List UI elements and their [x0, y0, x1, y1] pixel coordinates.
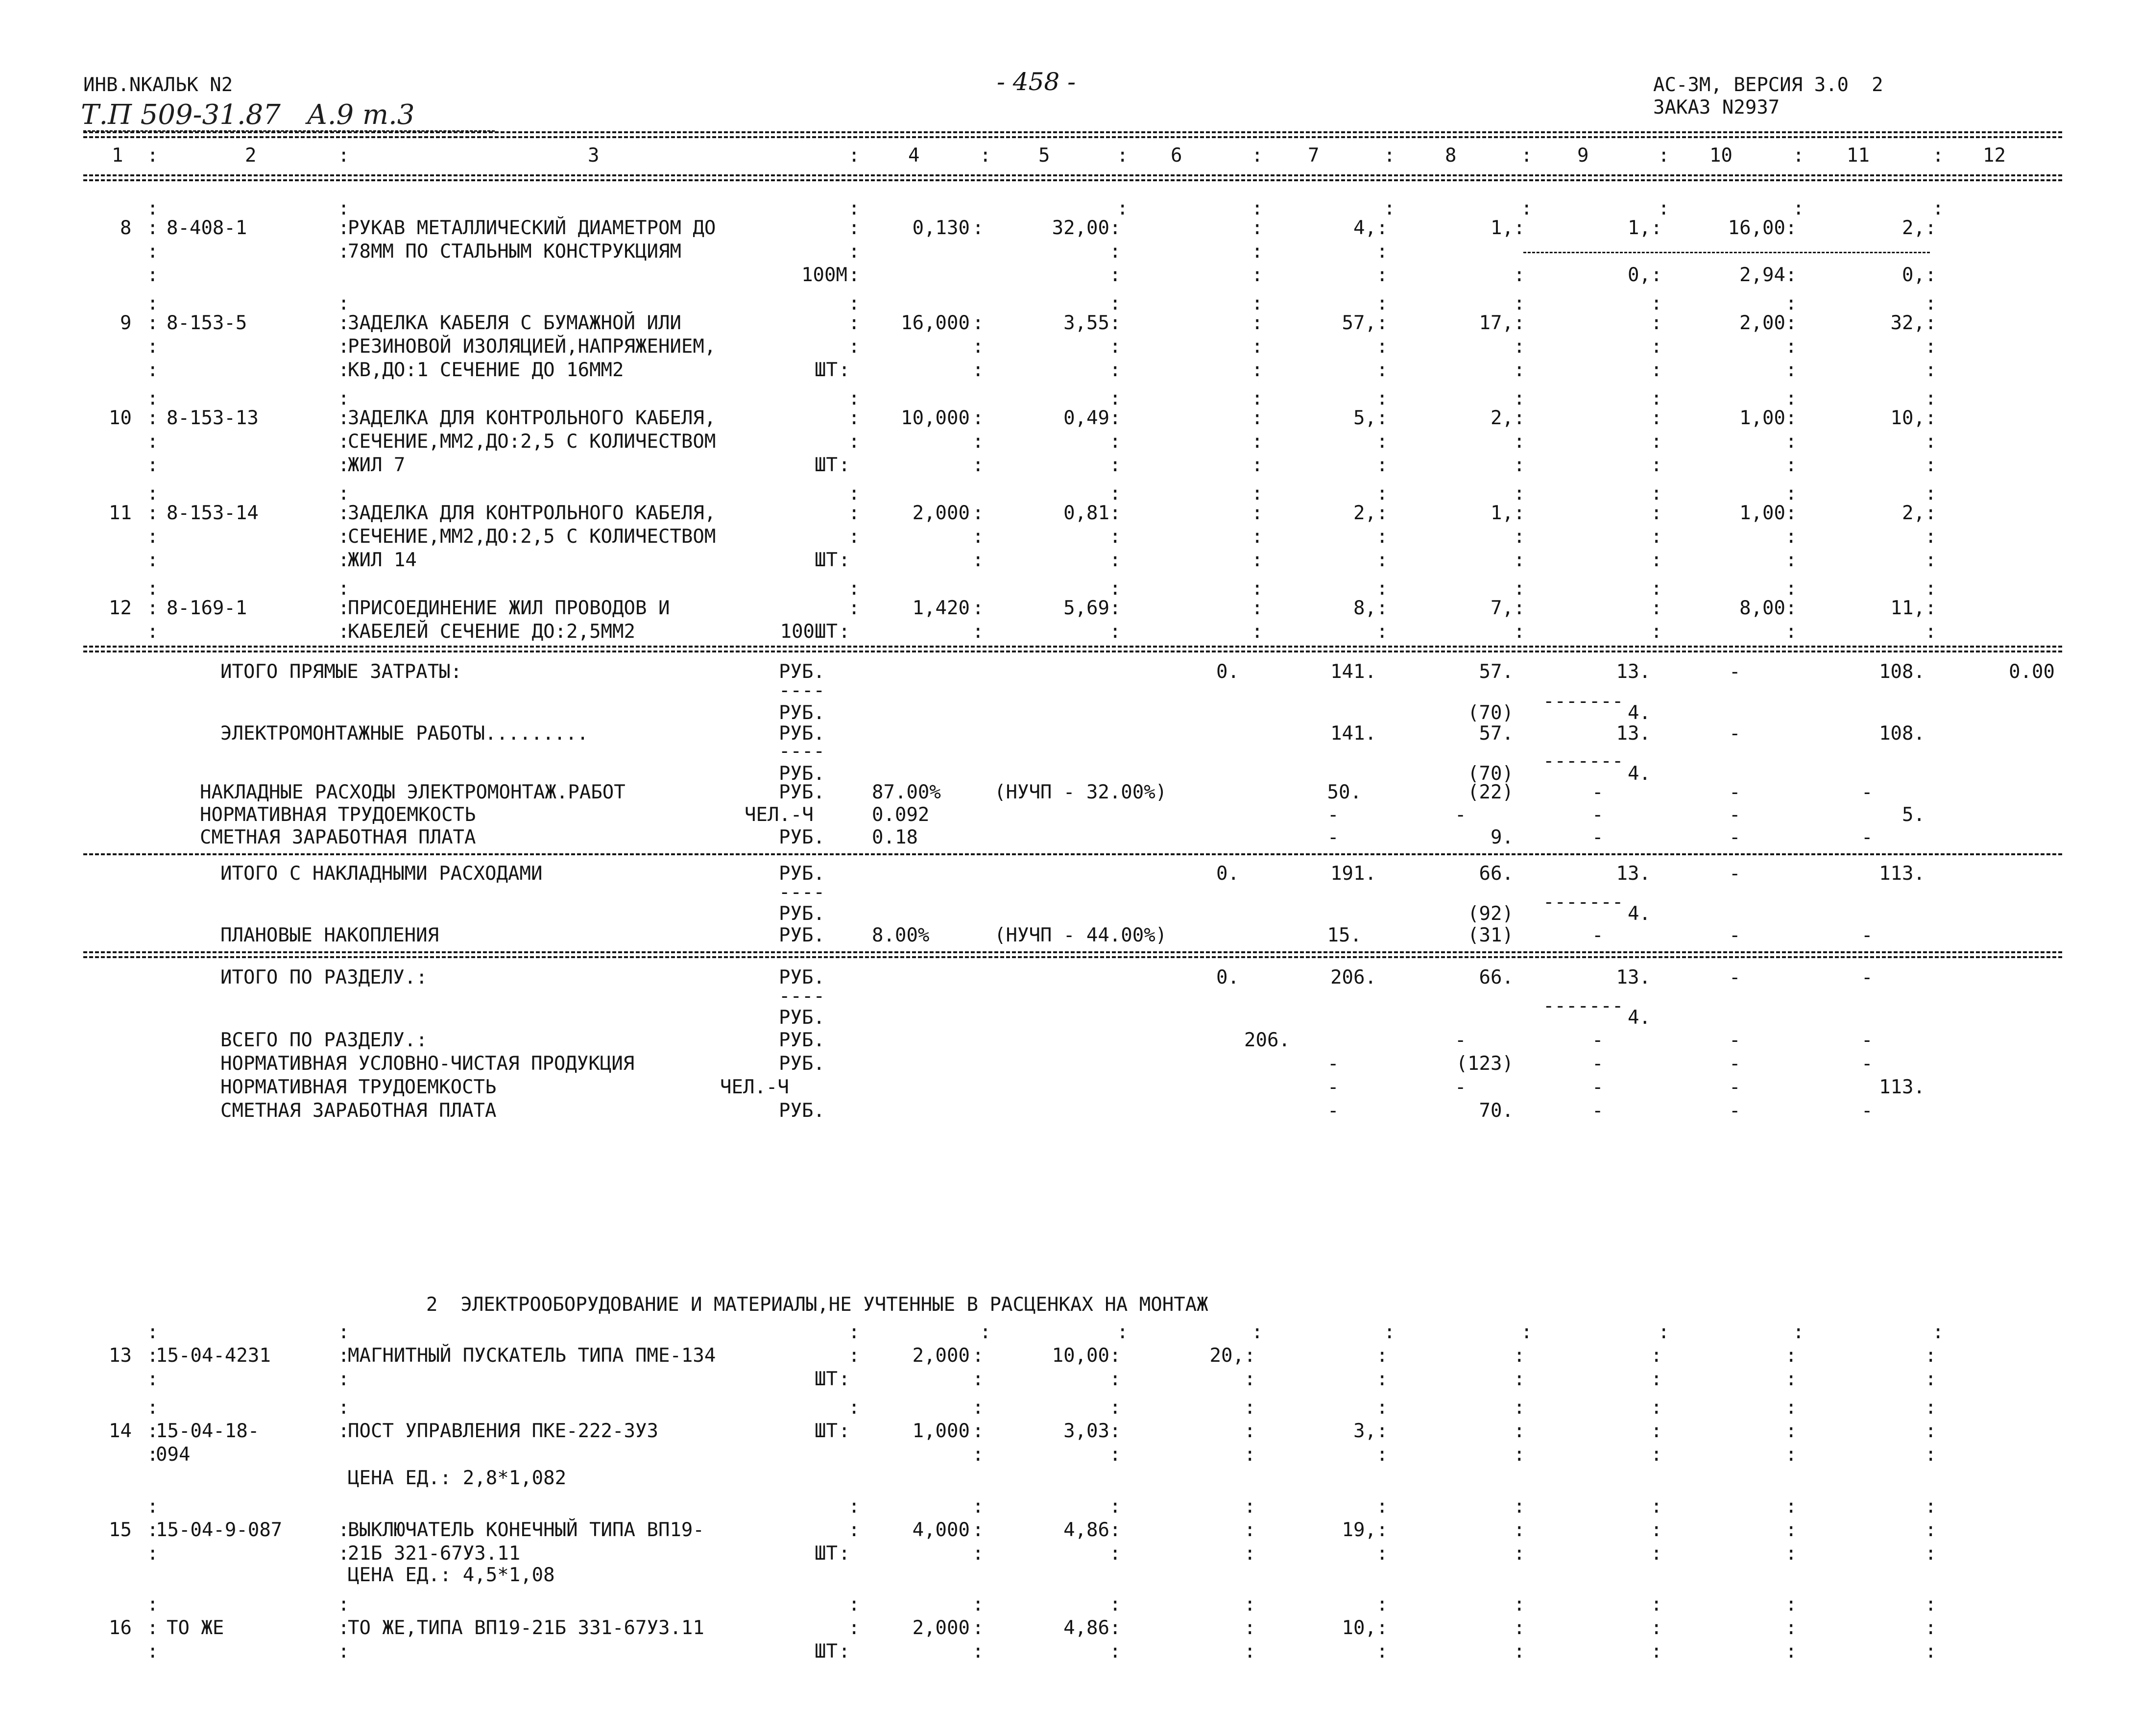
cell-quantity: 16,000 — [901, 312, 970, 334]
summary-c10: - — [1729, 781, 1741, 803]
summary-label: ПЛАНОВЫЕ НАКОПЛЕНИЯ — [220, 924, 439, 946]
rate-code: 15-04-18- — [156, 1420, 260, 1442]
cell-c7: 8, — [1353, 597, 1376, 619]
summary-c11: - — [1861, 1100, 1873, 1122]
summary-c6: 0. — [1216, 863, 1239, 885]
summary-c11: - — [1861, 966, 1873, 989]
cell-c7: 10, — [1342, 1617, 1376, 1639]
summary-c8: 66. — [1479, 966, 1514, 989]
unit-label: 100М — [801, 264, 847, 286]
unit-label: ШТ — [815, 1640, 838, 1663]
col-8: 8 — [1445, 145, 1457, 167]
rate-code: 15-04-4231 — [156, 1345, 271, 1367]
unit-label: ШТ — [815, 1420, 838, 1442]
summary-c8: (70) — [1467, 763, 1514, 785]
cell-quantity: 2,000 — [912, 502, 970, 524]
cell-unit-price: 3,55 — [1063, 312, 1109, 334]
description-line: СЕЧЕНИЕ,ММ2,ДО:2,5 С КОЛИЧЕСТВОМ — [348, 431, 716, 453]
description-line: 21Б 321-67У3.11 — [348, 1543, 521, 1565]
summary-unit: РУБ. — [779, 826, 825, 848]
summary-label: ИТОГО С НАКЛАДНЫМИ РАСХОДАМИ — [220, 863, 543, 885]
description-line: ЗАДЕЛКА ДЛЯ КОНТРОЛЬНОГО КАБЕЛЯ, — [348, 407, 716, 429]
summary-c7: 50. — [1327, 781, 1362, 803]
cell-c8: 7, — [1491, 597, 1514, 619]
cell-c11: 2, — [1902, 502, 1925, 524]
col-4: 4 — [908, 145, 920, 167]
program-version: АС-3М, ВЕРСИЯ 3.0 2 — [1653, 74, 1883, 96]
description-line: ЗАДЕЛКА КАБЕЛЯ С БУМАЖНОЙ ИЛИ — [348, 312, 681, 334]
summary-unit: РУБ. — [779, 1007, 825, 1029]
description-line: КАБЕЛЕЙ СЕЧЕНИЕ ДО:2,5ММ2 — [348, 621, 635, 643]
summary-c10: - — [1729, 1076, 1741, 1098]
cell-c10: 8,00 — [1739, 597, 1785, 619]
summary-c7: 141. — [1330, 661, 1376, 683]
row-number: 12 — [109, 597, 132, 619]
summary-c11: - — [1861, 1053, 1873, 1075]
summary-c11: - — [1861, 826, 1873, 848]
cell-c7: 19, — [1342, 1519, 1376, 1541]
summary-c8: - — [1455, 804, 1467, 826]
cell-unit-price: 10,00 — [1052, 1345, 1109, 1367]
col-11: 11 — [1847, 145, 1870, 167]
summary-c8: 9. — [1491, 826, 1514, 848]
cell-c9: 1, — [1628, 217, 1651, 239]
row-number: 11 — [109, 502, 132, 524]
summary-c9: - — [1592, 1029, 1604, 1051]
col-5: 5 — [1038, 145, 1050, 167]
summary-unit: РУБ. — [779, 723, 825, 745]
unit-label: ШТ — [815, 549, 838, 571]
summary-unit: РУБ. — [779, 924, 825, 946]
summary-c8: (31) — [1467, 924, 1514, 946]
cell-c10: 1,00 — [1739, 502, 1785, 524]
summary-c11: - — [1861, 781, 1873, 803]
description-line: МАГНИТНЫЙ ПУСКАТЕЛЬ ТИПА ПМЕ-134 — [348, 1345, 716, 1367]
cell-unit-price: 0,81 — [1063, 502, 1109, 524]
summary-c9: 4. — [1628, 903, 1651, 925]
summary-c11: 113. — [1879, 863, 1925, 885]
col-3: 3 — [588, 145, 600, 167]
cell-c11-secondary: 0, — [1902, 264, 1925, 286]
summary-c9: 13. — [1616, 723, 1651, 745]
summary-label: НАКЛАДНЫЕ РАСХОДЫ ЭЛЕКТРОМОНТАЖ.РАБОТ — [200, 781, 625, 803]
summary-unit: РУБ. — [779, 1053, 825, 1075]
cell-c8: 17, — [1479, 312, 1514, 334]
summary-c9: 13. — [1616, 966, 1651, 989]
cell-quantity: 2,000 — [912, 1617, 970, 1639]
summary-c6: 0. — [1216, 661, 1239, 683]
summary-c8: 70. — [1479, 1100, 1514, 1122]
description-line: ПОСТ УПРАВЛЕНИЯ ПКЕ-222-3У3 — [348, 1420, 658, 1442]
summary-c9: 13. — [1616, 661, 1651, 683]
cell-c10-secondary: 2,94 — [1739, 264, 1785, 286]
summary-c8: (123) — [1456, 1053, 1514, 1075]
cell-c10: 16,00 — [1728, 217, 1785, 239]
summary-nuchp: (НУЧП - 44.00%) — [994, 924, 1167, 946]
summary-value: 0.18 — [872, 826, 918, 848]
cell-c7: 4, — [1353, 217, 1376, 239]
summary-c7: 191. — [1330, 863, 1376, 885]
description-line: ПРИСОЕДИНЕНИЕ ЖИЛ ПРОВОДОВ И — [348, 597, 670, 619]
summary-label: ИТОГО ПРЯМЫЕ ЗАТРАТЫ: — [220, 661, 462, 683]
summary-c8: (70) — [1467, 702, 1514, 724]
summary-unit: РУБ. — [779, 763, 825, 785]
rate-code-continuation: 094 — [156, 1444, 191, 1466]
description-line: ВЫКЛЮЧАТЕЛЬ КОНЕЧНЫЙ ТИПА ВП19- — [348, 1519, 704, 1541]
summary-unit: РУБ. — [779, 1029, 825, 1051]
summary-label: НОРМАТИВНАЯ УСЛОВНО-ЧИСТАЯ ПРОДУКЦИЯ — [220, 1053, 635, 1075]
cell-quantity: 1,000 — [912, 1420, 970, 1442]
rate-code: 8-153-13 — [167, 407, 259, 429]
summary-c8: - — [1455, 1076, 1467, 1098]
rate-code: ТО ЖЕ — [167, 1617, 224, 1639]
summary-c10: - — [1729, 1100, 1741, 1122]
summary-label: ВСЕГО ПО РАЗДЕЛУ.: — [220, 1029, 428, 1051]
cell-c7: 3, — [1353, 1420, 1376, 1442]
summary-c9: 4. — [1628, 763, 1651, 785]
summary-c9: - — [1592, 1076, 1604, 1098]
cell-c6: 20, — [1209, 1345, 1244, 1367]
summary-c7: - — [1327, 826, 1339, 848]
summary-c10: - — [1729, 723, 1741, 745]
summary-c12: 0.00 — [2009, 661, 2055, 683]
summary-unit: РУБ. — [779, 702, 825, 724]
cell-c7: 5, — [1353, 407, 1376, 429]
summary-c11: 108. — [1879, 723, 1925, 745]
col-9: 9 — [1577, 145, 1589, 167]
summary-c7: 206. — [1330, 966, 1376, 989]
summary-c7: 15. — [1327, 924, 1362, 946]
cell-unit-price: 3,03 — [1063, 1420, 1109, 1442]
summary-c10: - — [1729, 804, 1741, 826]
order-number: ЗАКАЗ N2937 — [1653, 96, 1780, 119]
cell-c8: 2, — [1491, 407, 1514, 429]
cell-c11: 32, — [1890, 312, 1925, 334]
summary-c9: 4. — [1628, 702, 1651, 724]
summary-unit: ЧЕЛ.-Ч — [745, 804, 814, 826]
description-line: ЖИЛ 7 — [348, 454, 406, 476]
summary-c10: - — [1729, 863, 1741, 885]
summary-label: ЭЛЕКТРОМОНТАЖНЫЕ РАБОТЫ......... — [220, 723, 589, 745]
cell-unit-price: 5,69 — [1063, 597, 1109, 619]
summary-c10: - — [1729, 924, 1741, 946]
section-title: 2 ЭЛЕКТРООБОРУДОВАНИЕ И МАТЕРИАЛЫ,НЕ УЧТЕННЫЕ В РАСЦЕНКАХ НА МОНТАЖ — [426, 1294, 1208, 1316]
unit-label: ШТ — [815, 359, 838, 381]
cell-c11: 11, — [1890, 597, 1925, 619]
summary-label: НОРМАТИВНАЯ ТРУДОЕМКОСТЬ — [220, 1076, 497, 1098]
unit-price-note: ЦЕНА ЕД.: 2,8*1,082 — [348, 1467, 567, 1489]
summary-c9: - — [1592, 1053, 1604, 1075]
summary-label: СМЕТНАЯ ЗАРАБОТНАЯ ПЛАТА — [200, 826, 476, 848]
col-10: 10 — [1709, 145, 1732, 167]
col-1: 1 — [112, 145, 123, 167]
row-number: 10 — [109, 407, 132, 429]
cell-unit-price: 32,00 — [1052, 217, 1109, 239]
rate-code: 15-04-9-087 — [156, 1519, 283, 1541]
description-line: ЖИЛ 14 — [348, 549, 417, 571]
description-line: 78ММ ПО СТАЛЬНЫМ КОНСТРУКЦИЯМ — [348, 241, 681, 263]
unit-price-note: ЦЕНА ЕД.: 4,5*1,08 — [348, 1564, 555, 1586]
rate-code: 8-153-14 — [167, 502, 259, 524]
cell-c10: 1,00 — [1739, 407, 1785, 429]
summary-nuchp: (НУЧП - 32.00%) — [994, 781, 1167, 803]
summary-c6: 206. — [1244, 1029, 1290, 1051]
cell-quantity: 2,000 — [912, 1345, 970, 1367]
description-line: РУКАВ МЕТАЛЛИЧЕСКИЙ ДИАМЕТРОМ ДО — [348, 217, 716, 239]
unit-label: 100ШТ — [780, 621, 838, 643]
cell-c7: 57, — [1342, 312, 1376, 334]
cell-c8: 1, — [1491, 217, 1514, 239]
summary-c9: - — [1592, 924, 1604, 946]
summary-c10: - — [1729, 1029, 1741, 1051]
cell-quantity: 10,000 — [901, 407, 970, 429]
col-12: 12 — [1983, 145, 2006, 167]
summary-c11: - — [1861, 924, 1873, 946]
handwritten-reference: Т.П 509-31.87 А.9 т.3 — [81, 99, 415, 131]
summary-c9: - — [1592, 1100, 1604, 1122]
summary-c10: - — [1729, 661, 1741, 683]
summary-c8: 57. — [1479, 723, 1514, 745]
summary-c7: 141. — [1330, 723, 1376, 745]
cell-c9-secondary: 0, — [1628, 264, 1651, 286]
summary-c8: 66. — [1479, 863, 1514, 885]
summary-c11: - — [1861, 1029, 1873, 1051]
cell-quantity: 0,130 — [912, 217, 970, 239]
summary-label: СМЕТНАЯ ЗАРАБОТНАЯ ПЛАТА — [220, 1100, 497, 1122]
summary-value: 0.092 — [872, 804, 930, 826]
summary-unit: РУБ. — [779, 903, 825, 925]
cell-unit-price: 4,86 — [1063, 1617, 1109, 1639]
cell-unit-price: 0,49 — [1063, 407, 1109, 429]
summary-unit: РУБ. — [779, 661, 825, 683]
row-number: 15 — [109, 1519, 132, 1541]
cell-c10: 2,00 — [1739, 312, 1785, 334]
rate-code: 8-153-5 — [167, 312, 247, 334]
inventory-calc-number: ИНВ.NКАЛЬК N2 — [83, 74, 233, 96]
summary-c10: - — [1729, 966, 1741, 989]
row-number: 16 — [109, 1617, 132, 1639]
col-2: 2 — [245, 145, 257, 167]
cell-c7: 2, — [1353, 502, 1376, 524]
description-line: ТО ЖЕ,ТИПА ВП19-21Б 331-67У3.11 — [348, 1617, 704, 1639]
summary-c11: 113. — [1879, 1076, 1925, 1098]
summary-unit: ЧЕЛ.-Ч — [720, 1076, 789, 1098]
summary-c10: - — [1729, 1053, 1741, 1075]
summary-c11: 108. — [1879, 661, 1925, 683]
summary-unit: РУБ. — [779, 1100, 825, 1122]
row-number: 14 — [109, 1420, 132, 1442]
cell-c11: 10, — [1890, 407, 1925, 429]
col-7: 7 — [1308, 145, 1320, 167]
rate-code: 8-408-1 — [167, 217, 247, 239]
description-line: КВ,ДО:1 СЕЧЕНИЕ ДО 16ММ2 — [348, 359, 624, 381]
summary-c6: 0. — [1216, 966, 1239, 989]
summary-label: НОРМАТИВНАЯ ТРУДОЕМКОСТЬ — [200, 804, 476, 826]
summary-c7: - — [1327, 804, 1339, 826]
unit-label: ШТ — [815, 1543, 838, 1565]
cell-c11: 2, — [1902, 217, 1925, 239]
summary-unit: РУБ. — [779, 781, 825, 803]
summary-label: ИТОГО ПО РАЗДЕЛУ.: — [220, 966, 428, 989]
page-number: - 458 - — [997, 68, 1076, 96]
summary-percent: 8.00% — [872, 924, 930, 946]
summary-c9: - — [1592, 781, 1604, 803]
summary-unit: РУБ. — [779, 966, 825, 989]
rate-code: 8-169-1 — [167, 597, 247, 619]
unit-label: ШТ — [815, 1368, 838, 1390]
cell-unit-price: 4,86 — [1063, 1519, 1109, 1541]
summary-c8: - — [1455, 1029, 1467, 1051]
summary-unit: РУБ. — [779, 863, 825, 885]
summary-c9: - — [1592, 826, 1604, 848]
description-line: РЕЗИНОВОЙ ИЗОЛЯЦИЕЙ,НАПРЯЖЕНИЕМ, — [348, 336, 716, 358]
summary-c8: (22) — [1467, 781, 1514, 803]
cell-quantity: 1,420 — [912, 597, 970, 619]
summary-c7: - — [1327, 1053, 1339, 1075]
summary-c11: 5. — [1902, 804, 1925, 826]
cell-quantity: 4,000 — [912, 1519, 970, 1541]
summary-c7: - — [1327, 1100, 1339, 1122]
row-number: 9 — [120, 312, 132, 334]
summary-c9: 13. — [1616, 863, 1651, 885]
description-line: СЕЧЕНИЕ,ММ2,ДО:2,5 С КОЛИЧЕСТВОМ — [348, 526, 716, 548]
summary-c8: 57. — [1479, 661, 1514, 683]
row-number: 8 — [120, 217, 132, 239]
summary-c10: - — [1729, 826, 1741, 848]
description-line: ЗАДЕЛКА ДЛЯ КОНТРОЛЬНОГО КАБЕЛЯ, — [348, 502, 716, 524]
summary-c7: - — [1327, 1076, 1339, 1098]
unit-label: ШТ — [815, 454, 838, 476]
summary-percent: 87.00% — [872, 781, 941, 803]
summary-c9: 4. — [1628, 1007, 1651, 1029]
col-6: 6 — [1171, 145, 1182, 167]
cell-c8: 1, — [1491, 502, 1514, 524]
summary-c9: - — [1592, 804, 1604, 826]
row-number: 13 — [109, 1345, 132, 1367]
summary-c8: (92) — [1467, 903, 1514, 925]
